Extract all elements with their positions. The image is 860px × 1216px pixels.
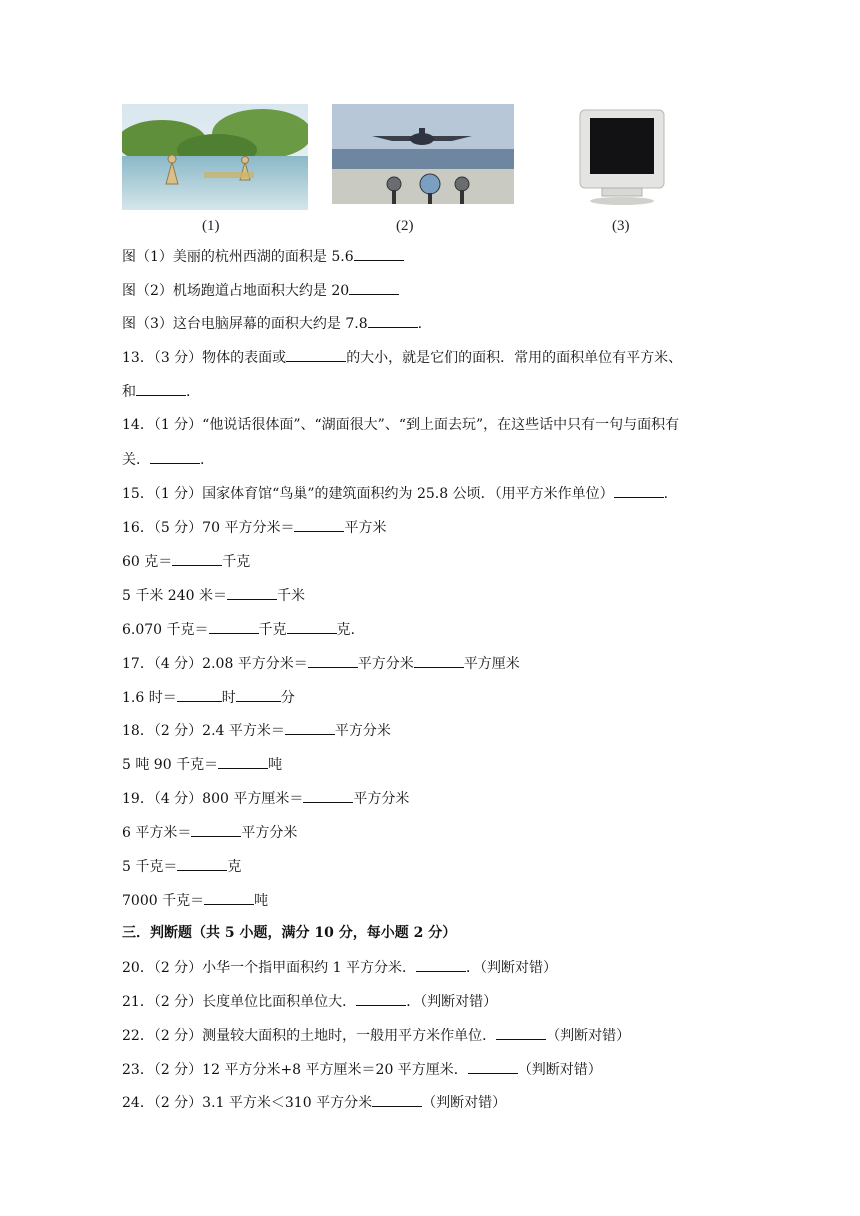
answer-blank[interactable] <box>287 619 337 634</box>
answer-blank[interactable] <box>354 246 404 261</box>
answer-blank[interactable] <box>468 1059 518 1074</box>
answer-blank[interactable] <box>414 653 464 668</box>
answer-blank[interactable] <box>236 687 281 702</box>
answer-blank[interactable] <box>191 822 241 837</box>
question-19: 19．（4 分）800 平方厘米＝ 平方分米 <box>122 788 409 809</box>
question-19-line-3: 5 千克＝ 克 <box>122 856 241 877</box>
question-16-line-3: 5 千米 240 米＝ 千米 <box>122 585 305 606</box>
answer-blank[interactable] <box>136 381 186 396</box>
question-17: 17．（4 分）2.08 平方分米＝ 平方分米 平方厘米 <box>122 653 520 674</box>
answer-blank[interactable] <box>227 585 277 600</box>
answer-blank[interactable] <box>209 619 259 634</box>
answer-blank[interactable] <box>308 653 358 668</box>
answer-blank[interactable] <box>372 1092 422 1107</box>
question-22: 22．（2 分）测量较大面积的土地时，一般用平方米作单位． （判断对错） <box>122 1025 630 1046</box>
answer-blank[interactable] <box>286 347 346 362</box>
answer-blank[interactable] <box>416 957 466 972</box>
question-16-line-4: 6.070 千克＝ 千克 克. <box>122 619 355 640</box>
question-20: 20．（2 分）小华一个指甲面积约 1 平方分米． ．（判断对错） <box>122 957 557 978</box>
computer-monitor-photo <box>572 104 672 208</box>
question-16-line-2: 60 克＝ 千克 <box>122 551 250 572</box>
answer-blank[interactable] <box>172 551 222 566</box>
west-lake-photo <box>122 104 308 210</box>
question-14: 14．（1 分）“他说话很体面”、“湖面很大”、“到上面去玩”，在这些话中只有一句与面积有 <box>122 417 680 433</box>
answer-blank[interactable] <box>150 449 200 464</box>
figure-row <box>122 104 682 240</box>
fig1-statement: 图（1）美丽的杭州西湖的面积是 5.6 <box>122 246 404 267</box>
fig2-statement: 图（2）机场跑道占地面积大约是 20 <box>122 280 399 301</box>
answer-blank[interactable] <box>368 313 418 328</box>
question-19-line-4: 7000 千克＝ 吨 <box>122 890 268 911</box>
question-16: 16．（5 分）70 平方分米＝ 平方米 <box>122 517 386 538</box>
section-3-title: 三．判断题（共 5 小题，满分 10 分，每小题 2 分） <box>122 925 457 941</box>
figure-caption-1: (1) <box>202 218 220 234</box>
question-15: 15．（1 分）国家体育馆“鸟巢”的建筑面积约为 25.8 公顷．（用平方米作单位） . <box>122 483 668 504</box>
question-13: 13．（3 分）物体的表面或 的大小，就是它们的面积．常用的面积单位有平方米、 <box>122 347 682 368</box>
answer-blank[interactable] <box>204 890 254 905</box>
answer-blank[interactable] <box>303 788 353 803</box>
answer-blank[interactable] <box>177 687 222 702</box>
airport-runway-photo <box>332 104 514 204</box>
answer-blank[interactable] <box>218 754 268 769</box>
figure-caption-2: (2) <box>396 218 414 234</box>
question-21: 21．（2 分）长度单位比面积单位大． ．（判断对错） <box>122 991 497 1012</box>
question-23: 23．（2 分）12 平方分米+8 平方厘米＝20 平方厘米． （判断对错） <box>122 1059 602 1080</box>
question-18: 18．（2 分）2.4 平方米＝ 平方分米 <box>122 720 391 741</box>
answer-blank[interactable] <box>294 517 344 532</box>
question-17-line-2: 1.6 时＝ 时 分 <box>122 687 295 708</box>
fig3-statement: 图（3）这台电脑屏幕的面积大约是 7.8 . <box>122 313 422 334</box>
question-19-line-2: 6 平方米＝ 平方分米 <box>122 822 297 843</box>
question-13-cont: 和 . <box>122 381 190 402</box>
question-14-cont: 关． . <box>122 449 204 470</box>
question-24: 24．（2 分）3.1 平方米＜310 平方分米 （判断对错） <box>122 1092 506 1113</box>
question-18-line-2: 5 吨 90 千克＝ 吨 <box>122 754 282 775</box>
answer-blank[interactable] <box>614 483 664 498</box>
answer-blank[interactable] <box>349 280 399 295</box>
answer-blank[interactable] <box>356 991 406 1006</box>
answer-blank[interactable] <box>285 720 335 735</box>
figure-caption-3: (3) <box>612 218 630 234</box>
answer-blank[interactable] <box>496 1025 546 1040</box>
answer-blank[interactable] <box>177 856 227 871</box>
